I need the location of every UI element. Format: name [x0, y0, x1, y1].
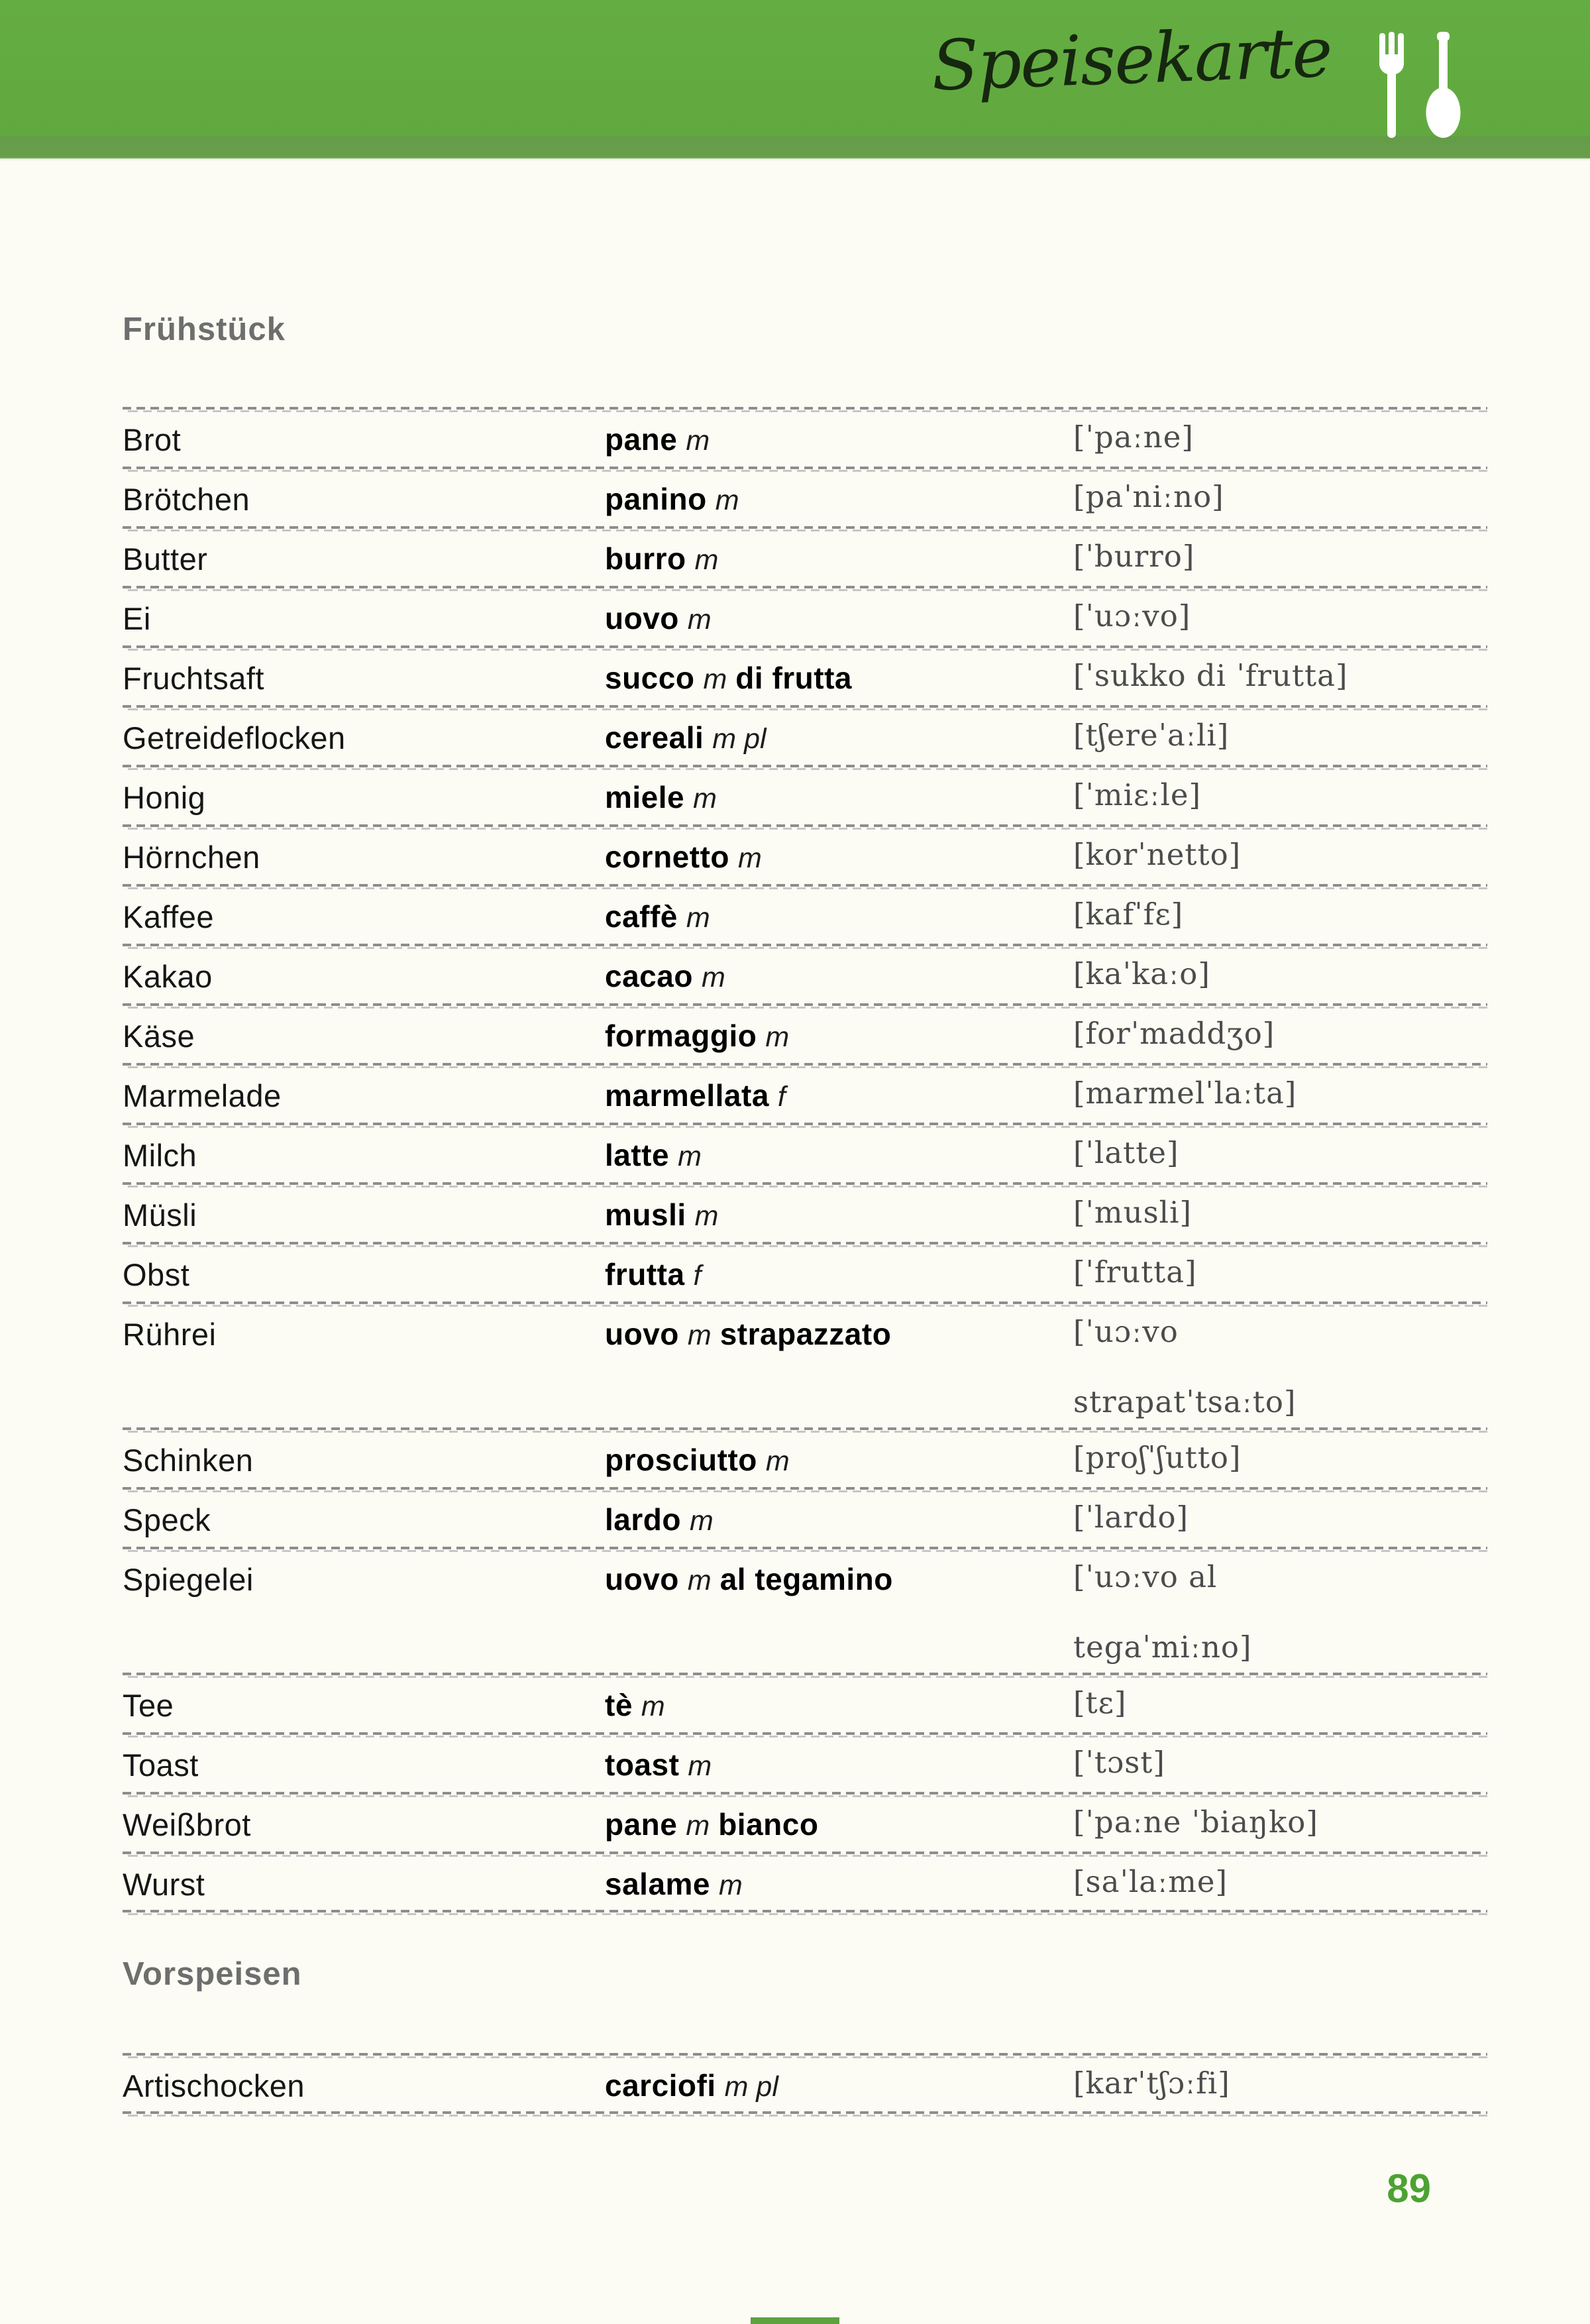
italian-word-rest: al tegamino	[719, 1562, 893, 1596]
pronunciation-line-1: [ˈuɔːvo al	[1073, 1559, 1218, 1594]
vocab-row	[123, 527, 1487, 587]
pronunciation-line-1: [ˈpaːne]	[1073, 419, 1194, 455]
pronunciation-line-1: [ˈlardo]	[1073, 1500, 1189, 1535]
vocab-row	[123, 1548, 1487, 1674]
italian-translation	[605, 1243, 1073, 1303]
gender-marker: m	[738, 842, 762, 874]
italian-word: tè	[605, 1688, 633, 1722]
pronunciation-line-1: [ˈtɔst]	[1073, 1745, 1165, 1780]
italian-word: formaggio	[605, 1019, 757, 1053]
pronunciation	[1073, 2054, 1487, 2114]
vocab-row	[123, 468, 1487, 527]
vocab-row	[123, 1243, 1487, 1303]
italian-word: succo	[605, 661, 695, 695]
pronunciation-line-1: [paˈniːno]	[1073, 479, 1224, 514]
pronunciation	[1073, 1124, 1487, 1184]
pronunciation	[1073, 1674, 1487, 1734]
italian-translation	[605, 1853, 1073, 1912]
italian-translation	[605, 408, 1073, 468]
pronunciation-line-1: [ˈburro]	[1073, 539, 1195, 574]
section-heading-vorspeisen: Vorspeisen	[123, 1956, 302, 1992]
italian-translation	[605, 1303, 1073, 1429]
pronunciation-line-1: [tɛ]	[1073, 1685, 1127, 1720]
pronunciation	[1073, 706, 1487, 766]
italian-word: prosciutto	[605, 1443, 757, 1477]
gender-marker: f	[777, 1081, 786, 1113]
german-term: Milch	[123, 1138, 197, 1173]
pronunciation-line-1: [saˈlaːme]	[1073, 1864, 1228, 1899]
german-term: Brötchen	[123, 482, 250, 517]
pronunciation	[1073, 1184, 1487, 1243]
german-term: Marmelade	[123, 1078, 282, 1113]
vocab-row	[123, 1734, 1487, 1793]
pronunciation-line-1: [ˈuɔːvo	[1073, 1314, 1179, 1349]
pronunciation	[1073, 1303, 1487, 1429]
italian-translation	[605, 1124, 1073, 1184]
italian-word-rest: bianco	[718, 1807, 819, 1842]
vocab-row	[123, 2054, 1487, 2114]
gender-marker: m	[765, 1445, 790, 1477]
pronunciation	[1073, 1548, 1487, 1674]
italian-word: uovo	[605, 601, 679, 636]
vocabulary-page	[123, 161, 1487, 2114]
pronunciation-line-1: [forˈmaddʒo]	[1073, 1016, 1275, 1051]
italian-translation	[605, 945, 1073, 1005]
italian-translation	[605, 1184, 1073, 1243]
german-term: Kakao	[123, 959, 213, 994]
gender-marker: m	[703, 663, 727, 695]
vocab-row	[123, 1184, 1487, 1243]
gender-marker: m	[701, 962, 725, 993]
pronunciation	[1073, 1005, 1487, 1064]
vocab-row	[123, 1303, 1487, 1429]
german-term: Artischocken	[123, 2068, 305, 2103]
german-term: Fruchtsaft	[123, 661, 264, 696]
vocab-row	[123, 885, 1487, 945]
german-term: Wurst	[123, 1867, 205, 1902]
italian-word-rest: di frutta	[735, 661, 852, 695]
pronunciation-line-1: [kaˈkaːo]	[1073, 956, 1210, 991]
german-term: Obst	[123, 1257, 190, 1292]
gender-marker: m	[689, 1505, 714, 1537]
pronunciation-line-2: strapatˈtsaːto]	[1073, 1384, 1297, 1419]
italian-translation	[605, 647, 1073, 706]
italian-translation	[605, 1429, 1073, 1488]
italian-translation	[605, 2054, 1073, 2114]
pronunciation	[1073, 408, 1487, 468]
italian-word: burro	[605, 541, 686, 576]
gender-marker: m	[686, 1810, 710, 1842]
pronunciation-line-1: [ˈlatte]	[1073, 1135, 1179, 1170]
italian-word: carciofi	[605, 2068, 716, 2103]
pronunciation	[1073, 527, 1487, 587]
page-edge-tab	[751, 2317, 839, 2324]
section-heading-fruehstueck: Frühstück	[123, 311, 286, 347]
pronunciation	[1073, 1488, 1487, 1548]
italian-word: caffè	[605, 899, 678, 934]
gender-marker: m	[678, 1140, 702, 1172]
gender-marker: m	[719, 1869, 743, 1901]
gender-marker: m pl	[712, 723, 767, 755]
italian-word-rest: strapazzato	[719, 1317, 892, 1351]
pronunciation	[1073, 468, 1487, 527]
italian-translation	[605, 826, 1073, 885]
vocab-row	[123, 945, 1487, 1005]
italian-word: cornetto	[605, 840, 729, 874]
pronunciation	[1073, 647, 1487, 706]
italian-translation	[605, 1064, 1073, 1124]
german-term: Toast	[123, 1747, 199, 1783]
gender-marker: m	[694, 544, 719, 576]
vocab-row	[123, 1429, 1487, 1488]
vocab-table-fruehstueck	[123, 408, 1487, 1912]
gender-marker: m	[693, 783, 717, 814]
german-term: Rührei	[123, 1317, 217, 1352]
pronunciation-line-1: [kafˈfɛ]	[1073, 897, 1184, 932]
italian-translation	[605, 1734, 1073, 1793]
italian-translation	[605, 1674, 1073, 1734]
vocab-row	[123, 1064, 1487, 1124]
pronunciation	[1073, 1064, 1487, 1124]
italian-word: musli	[605, 1197, 686, 1232]
italian-translation	[605, 766, 1073, 826]
italian-word: panino	[605, 482, 707, 516]
german-term: Getreideflocken	[123, 720, 346, 755]
italian-translation	[605, 527, 1073, 587]
pronunciation-line-1: [marmelˈlaːta]	[1073, 1076, 1297, 1111]
pronunciation	[1073, 885, 1487, 945]
page-number: 89	[1387, 2166, 1431, 2211]
german-term: Käse	[123, 1019, 195, 1054]
gender-marker: f	[693, 1260, 702, 1292]
italian-translation	[605, 1793, 1073, 1853]
italian-word: pane	[605, 422, 678, 457]
pronunciation-line-1: [karˈtʃɔːfi]	[1073, 2066, 1230, 2101]
gender-marker: m	[694, 1200, 719, 1232]
pronunciation-line-1: [tʃereˈaːli]	[1073, 718, 1230, 753]
gender-marker: m	[686, 425, 710, 457]
vocab-row	[123, 1488, 1487, 1548]
vocab-row	[123, 826, 1487, 885]
pronunciation	[1073, 1793, 1487, 1853]
gender-marker: m	[641, 1690, 665, 1722]
pronunciation-line-1: [proʃˈʃutto]	[1073, 1440, 1242, 1475]
german-term: Hörnchen	[123, 840, 260, 875]
gender-marker: m	[687, 604, 712, 636]
pronunciation	[1073, 1853, 1487, 1912]
german-term: Ei	[123, 601, 151, 636]
pronunciation	[1073, 1429, 1487, 1488]
page-title: Speisekarte	[930, 11, 1333, 107]
italian-word: cacao	[605, 959, 693, 993]
pronunciation-line-1: [korˈnetto]	[1073, 837, 1242, 872]
italian-translation	[605, 1548, 1073, 1674]
pronunciation	[1073, 826, 1487, 885]
gender-marker: m	[715, 484, 739, 516]
vocab-row	[123, 408, 1487, 468]
german-term: Brot	[123, 422, 182, 457]
pronunciation	[1073, 1243, 1487, 1303]
pronunciation-line-1: [ˈfrutta]	[1073, 1254, 1197, 1290]
german-term: Speck	[123, 1502, 211, 1537]
german-term: Weißbrot	[123, 1807, 251, 1842]
vocab-row	[123, 1793, 1487, 1853]
italian-word: uovo	[605, 1317, 679, 1351]
vocab-table-vorspeisen	[123, 2054, 1487, 2114]
italian-word: uovo	[605, 1562, 679, 1596]
italian-word: miele	[605, 780, 685, 814]
german-term: Spiegelei	[123, 1562, 254, 1597]
italian-translation	[605, 885, 1073, 945]
pronunciation-line-1: [ˈsukko di ˈfrutta]	[1073, 658, 1348, 693]
pronunciation-line-1: [ˈmusli]	[1073, 1195, 1192, 1230]
gender-marker: m pl	[724, 2071, 778, 2103]
italian-translation	[605, 1005, 1073, 1064]
vocab-row	[123, 1674, 1487, 1734]
pronunciation	[1073, 945, 1487, 1005]
german-term: Kaffee	[123, 899, 215, 934]
german-term: Tee	[123, 1688, 174, 1723]
pronunciation-line-1: [ˈuɔːvo]	[1073, 598, 1191, 634]
vocab-row	[123, 1124, 1487, 1184]
gender-marker: m	[688, 1750, 712, 1782]
gender-marker: m	[765, 1021, 790, 1053]
fork-and-spoon-icon	[1375, 32, 1463, 139]
pronunciation	[1073, 587, 1487, 647]
pronunciation	[1073, 1734, 1487, 1793]
vocab-row	[123, 1005, 1487, 1064]
pronunciation-line-2: tegaˈmiːno]	[1073, 1630, 1252, 1665]
pronunciation-line-1: [ˈpaːne ˈbiaŋko]	[1073, 1804, 1318, 1840]
italian-word: salame	[605, 1867, 711, 1901]
page-header	[0, 0, 1590, 161]
vocab-row	[123, 766, 1487, 826]
italian-word: latte	[605, 1138, 670, 1172]
italian-translation	[605, 468, 1073, 527]
gender-marker: m	[687, 1319, 712, 1351]
italian-translation	[605, 587, 1073, 647]
german-term: Müsli	[123, 1197, 197, 1233]
gender-marker: m	[687, 1565, 712, 1596]
italian-translation	[605, 706, 1073, 766]
italian-word: frutta	[605, 1257, 685, 1292]
italian-word: lardo	[605, 1502, 681, 1537]
german-term: Schinken	[123, 1443, 254, 1478]
italian-word: cereali	[605, 720, 704, 755]
italian-word: toast	[605, 1747, 680, 1782]
german-term: Honig	[123, 780, 206, 815]
vocab-row	[123, 647, 1487, 706]
vocab-row	[123, 587, 1487, 647]
vocab-row	[123, 1853, 1487, 1912]
vocab-row	[123, 706, 1487, 766]
german-term: Butter	[123, 541, 208, 577]
gender-marker: m	[686, 902, 710, 934]
pronunciation	[1073, 766, 1487, 826]
italian-translation	[605, 1488, 1073, 1548]
italian-word: pane	[605, 1807, 678, 1842]
italian-word: marmellata	[605, 1078, 769, 1113]
pronunciation-line-1: [ˈmiɛːle]	[1073, 777, 1202, 812]
